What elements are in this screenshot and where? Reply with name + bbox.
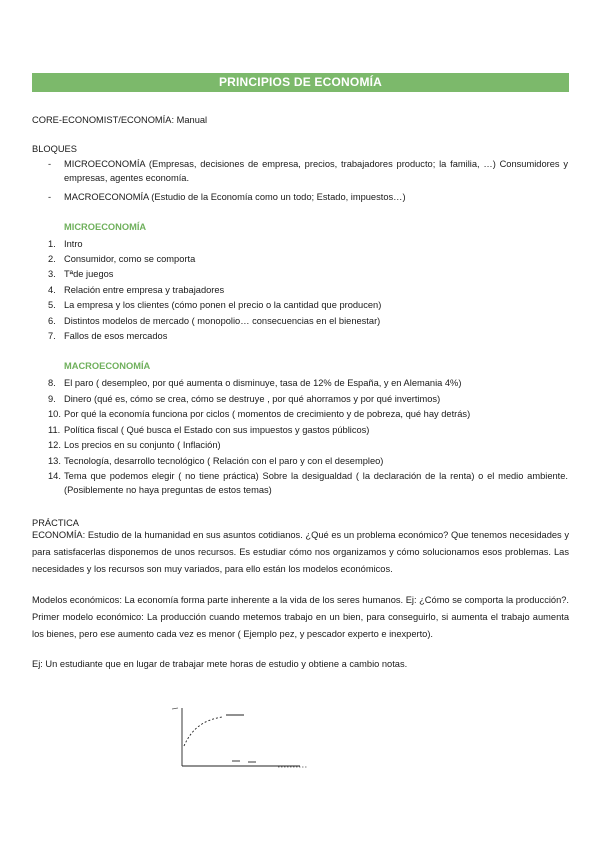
manual-line: CORE-ECONOMIST/ECONOMÍA: Manual (32, 115, 208, 125)
production-sketch (160, 700, 320, 775)
macro-item: 11. Política fiscal ( Qué busca el Estado con sus impuestos y gastos públicos) (48, 425, 370, 435)
macro-heading: MACROECONOMÍA (64, 361, 151, 371)
micro-item: 3. Tªde juegos (48, 269, 114, 279)
micro-item: 5. La empresa y los clientes (cómo ponen el precio o la cantidad que producen) (48, 300, 382, 310)
macro-item: 9. Dinero (qué es, cómo se crea, cómo se destruye , por qué ahorramos y por qué invertimos) (48, 394, 441, 404)
bloque-item: - MICROECONOMÍA (Empresas, decisiones de empresa, precios, trabajadores producto; la familia, …) Consumidores y empresas, agentes economía. (48, 159, 568, 183)
macro-item: 10. Por qué la economía funciona por ciclos ( momentos de crecimiento y de pobreza, qué hay detrás) (48, 409, 471, 419)
macro-item: 8. El paro ( desempleo, por qué aumenta o disminuye, tasa de 12% de España, y en Alemania 4%) (48, 378, 462, 388)
sketch-curve (184, 717, 222, 746)
dash-bullet: - (48, 192, 52, 202)
dash-bullet: - (48, 159, 52, 169)
micro-item: 6. Distintos modelos de mercado ( monopolio… consecuencias en el bienestar) (48, 316, 381, 326)
sketch-axes (182, 708, 300, 766)
micro-item: 2. Consumidor, como se comporta (48, 254, 196, 264)
bloques-heading: BLOQUES (32, 144, 77, 154)
macro-item: 14. Tema que podemos elegir ( no tiene práctica) Sobre la desigualdad ( la declaración de la renta) o el medio ambiente. (Posiblemente no haya preguntas de estos temas) (48, 471, 568, 495)
micro-item: 4. Relación entre empresa y trabajadores (48, 285, 225, 295)
document-title: PRINCIPIOS DE ECONOMÍA (32, 73, 569, 92)
micro-item: 7. Fallos de esos mercados (48, 331, 168, 341)
macro-item: 13. Tecnología, desarrollo tecnológico ( Relación con el paro y con el desempleo) (48, 456, 384, 466)
paragraph-ejemplo: Ej: Un estudiante que en lugar de trabajar mete horas de estudio y obtiene a cambio notas. (32, 659, 408, 669)
micro-item: 1. Intro (48, 239, 83, 249)
paragraph-modelos: Modelos económicos: La economía forma parte inherente a la vida de los seres humanos. Ej: ¿Cómo se comporta la producción?. Primer modelo económico: La producción cuando metemos trabajo en un bien, para conseguirlo, si aumenta el trabajo aumenta los bienes, pero ese aumento cada vez es menor ( Ejemplo pez, y pescador experto e inexperto). (32, 595, 569, 639)
practica-heading: PRÁCTICA (32, 518, 80, 528)
paragraph-economia: ECONOMÍA: Estudio de la humanidad en sus asuntos cotidianos. ¿Qué es un problema económico? Que tenemos necesidades y para satisfacerlas disponemos de unos recursos. Es estudiar cómo nos organizamos y cómo solucionamos esos problemas. Las necesidades y los recursos son muy variados, para ello están los modelos económicos. (32, 530, 569, 574)
micro-heading: MICROECONOMÍA (64, 222, 147, 232)
bloque-item: - MACROECONOMÍA (Estudio de la Economía como un todo; Estado, impuestos…) (48, 192, 406, 202)
sketch-scribble (172, 708, 178, 709)
macro-item: 12. Los precios en su conjunto ( Inflación) (48, 440, 221, 450)
